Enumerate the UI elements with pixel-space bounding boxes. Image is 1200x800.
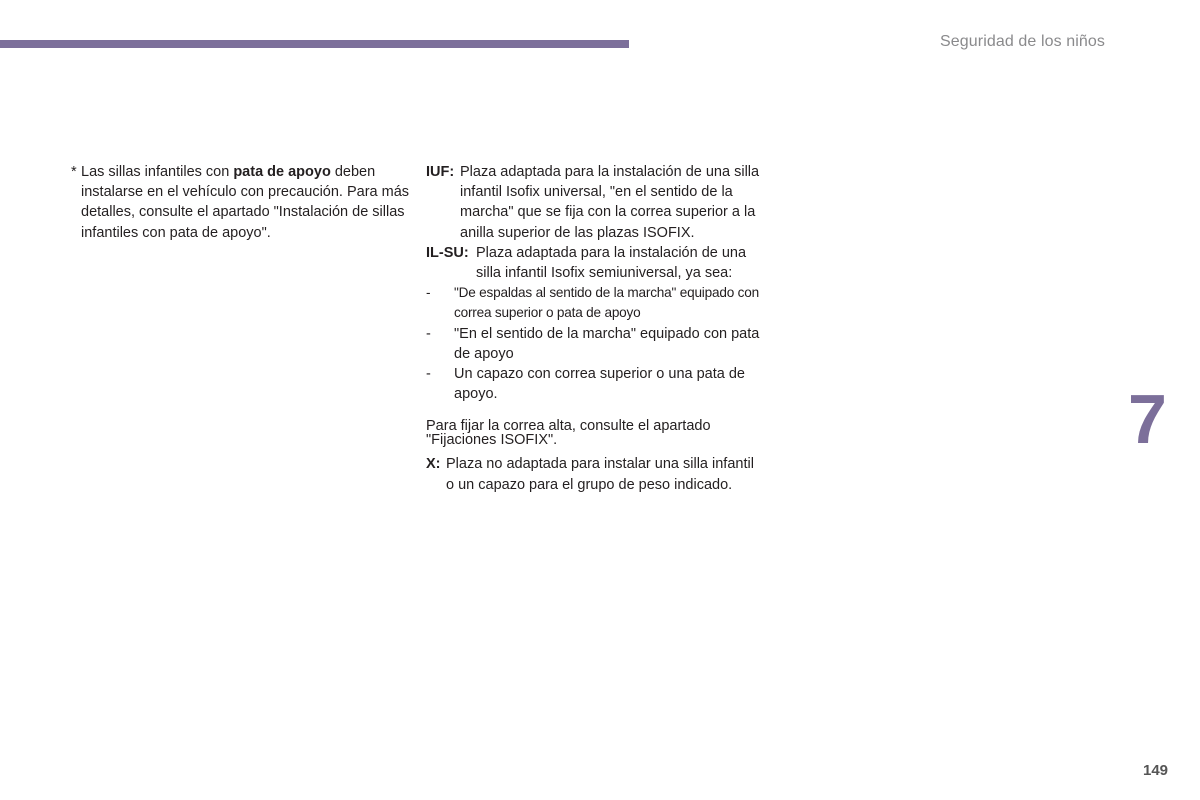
dash-marker: - [426,325,431,342]
definition-text-iuf: Plaza adaptada para la instalación de una silla infantil Isofix universal, "en el sentido de la marcha" que se fija con la correa superior a la anilla superior de las plazas ISOFIX. [460,164,760,241]
note-text-start: Las sillas infantiles con [81,164,234,180]
strap-note-paragraph: Para fijar la correa alta, consulte el apartado "Fijaciones ISOFIX". [426,418,711,449]
dash-list-item [426,283,766,323]
definition-ilsu [426,243,766,283]
definition-term-iuf: IUF: [426,164,455,180]
note-text-end: deben instalarse en el vehículo con precaución. Para más detalles, consulte el apartado "Instalación de sillas infantiles con pata de apoyo". [81,164,410,241]
header-accent-bar [0,40,629,48]
note-bold-term: pata de apoyo [233,164,331,180]
chapter-number: 7 [1128,380,1167,458]
note-asterisk: * [71,164,77,180]
definition-term-x: X: [426,456,441,473]
dash-marker: - [426,366,431,383]
pata-de-apoyo-note [71,162,411,243]
definition-x [426,454,766,494]
dash-item-text: "De espaldas al sentido de la marcha" equipado con correa superior o pata de apoyo [454,285,759,321]
dash-item-text: "En el sentido de la marcha" equipado con pata de apoyo [454,325,760,362]
dash-item-text: Un capazo con correa superior o una pata de apoyo. [454,366,745,403]
definition-term-ilsu: IL-SU: [426,244,469,261]
section-title: Seguridad de los niños [940,33,1105,50]
dash-list-item [426,324,766,364]
dash-list-item [426,364,766,404]
dash-marker: - [426,285,431,301]
definition-iuf [426,162,766,243]
definition-text-ilsu: Plaza adaptada para la instalación de una silla infantil Isofix semiuniversal, ya sea: [476,244,747,282]
page-number: 149 [1143,762,1169,779]
definition-text-x: Plaza no adaptada para instalar una silla infantil o un capazo para el grupo de peso indicado. [446,456,754,493]
left-column [71,162,411,243]
right-column [426,162,766,495]
